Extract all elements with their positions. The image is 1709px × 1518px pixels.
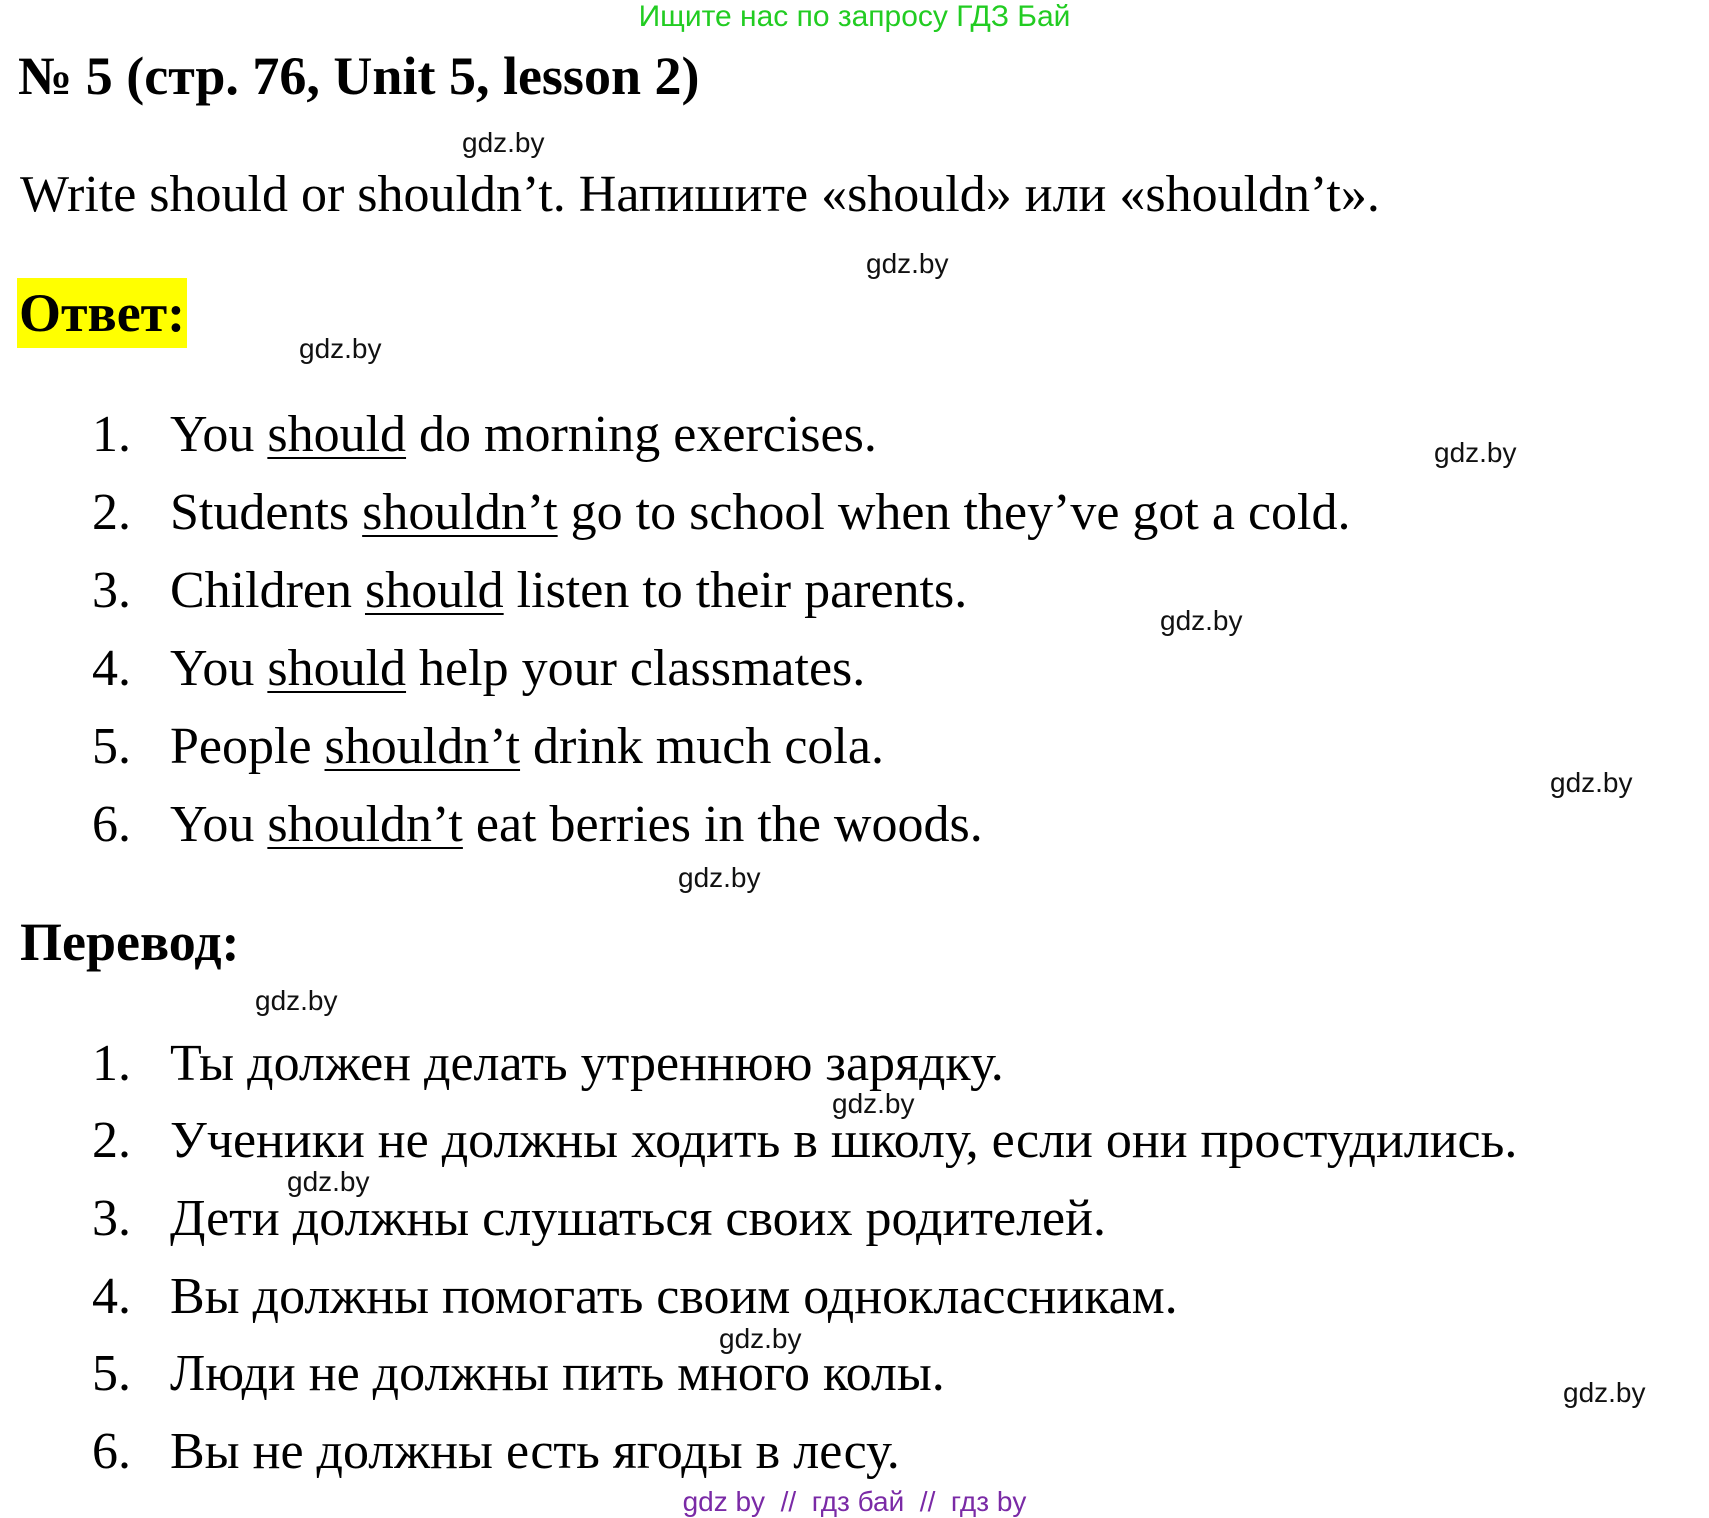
item-number: 1. [92,406,131,463]
translation-text: Ученики не должны ходить в школу, если они простудились. [170,1112,1518,1169]
watermark: gdz.by [462,127,545,158]
item-number: 4. [92,1268,131,1325]
watermark: gdz.by [1160,605,1243,636]
watermark: gdz.by [255,985,338,1016]
watermark: gdz.by [1550,767,1633,798]
translation-text: Дети должны слушаться своих родителей. [170,1190,1106,1247]
answer-heading: Ответ: [17,278,187,348]
translation-text: Вы должны помогать своим одноклассникам. [170,1268,1178,1325]
item-number: 3. [92,562,131,619]
answer-text-before: People [170,718,325,775]
answer-text-before: You [170,796,268,853]
exercise-instruction: Write should or shouldn’t. Напишите «should» или «shouldn’t». [20,166,1380,223]
answer-item [92,794,983,856]
item-number: 3. [92,1190,131,1247]
answer-word: should [267,406,407,463]
item-number: 2. [92,484,131,541]
watermark: gdz.by [866,248,949,279]
watermark: gdz.by [1434,437,1517,468]
answer-item [92,716,884,778]
answer-word: shouldn’t [267,796,463,853]
translation-item [92,1110,1517,1172]
translation-heading: Перевод: [20,912,240,972]
translation-item [92,1266,1178,1328]
translation-item [92,1421,900,1483]
item-number: 4. [92,640,131,697]
answer-word: shouldn’t [324,718,521,775]
watermark: gdz.by [299,333,382,364]
answer-text-before: You [170,640,268,697]
item-number: 1. [92,1035,131,1092]
translation-text: Люди не должны пить много колы. [170,1345,945,1402]
watermark: gdz.by [1563,1377,1646,1408]
answer-text-after: help your classmates. [406,640,866,697]
answer-word: shouldn’t [362,484,558,541]
watermark: gdz.by [678,862,761,893]
answer-word: should [267,640,407,697]
answer-text-after: listen to their parents. [503,562,968,619]
translation-text: Вы не должны есть ягоды в лесу. [170,1423,900,1480]
answer-text-after: eat berries in the woods. [462,796,983,853]
item-number: 5. [92,1345,131,1402]
item-number: 5. [92,718,131,775]
watermark: gdz.by [719,1323,802,1354]
top-promo-text[interactable]: Ищите нас по запросу ГДЗ Бай [638,0,1071,33]
answer-item [92,482,1350,544]
translation-text: Ты должен делать утреннюю зарядку. [170,1035,1004,1092]
exercise-title: № 5 (стр. 76, Unit 5, lesson 2) [18,46,700,106]
answer-item [92,404,877,466]
item-number: 6. [92,796,131,853]
item-number: 6. [92,1423,131,1480]
watermark: gdz.by [832,1088,915,1119]
answer-text-before: Children [170,562,365,619]
item-number: 2. [92,1112,131,1169]
translation-item [92,1343,945,1405]
translation-item [92,1033,1004,1095]
answer-item [92,638,865,700]
footer-links[interactable]: gdz by // гдз бай // гдз by [682,1486,1027,1517]
answer-item [92,560,967,622]
answer-text-after: drink much cola. [520,718,884,775]
answer-text-before: Students [170,484,363,541]
answer-text-before: You [170,406,268,463]
watermark: gdz.by [287,1166,370,1197]
answer-word: should [364,562,504,619]
answer-text-after: do morning exercises. [406,406,877,463]
answer-text-after: go to school when they’ve got a cold. [557,484,1351,541]
translation-item [92,1188,1106,1250]
